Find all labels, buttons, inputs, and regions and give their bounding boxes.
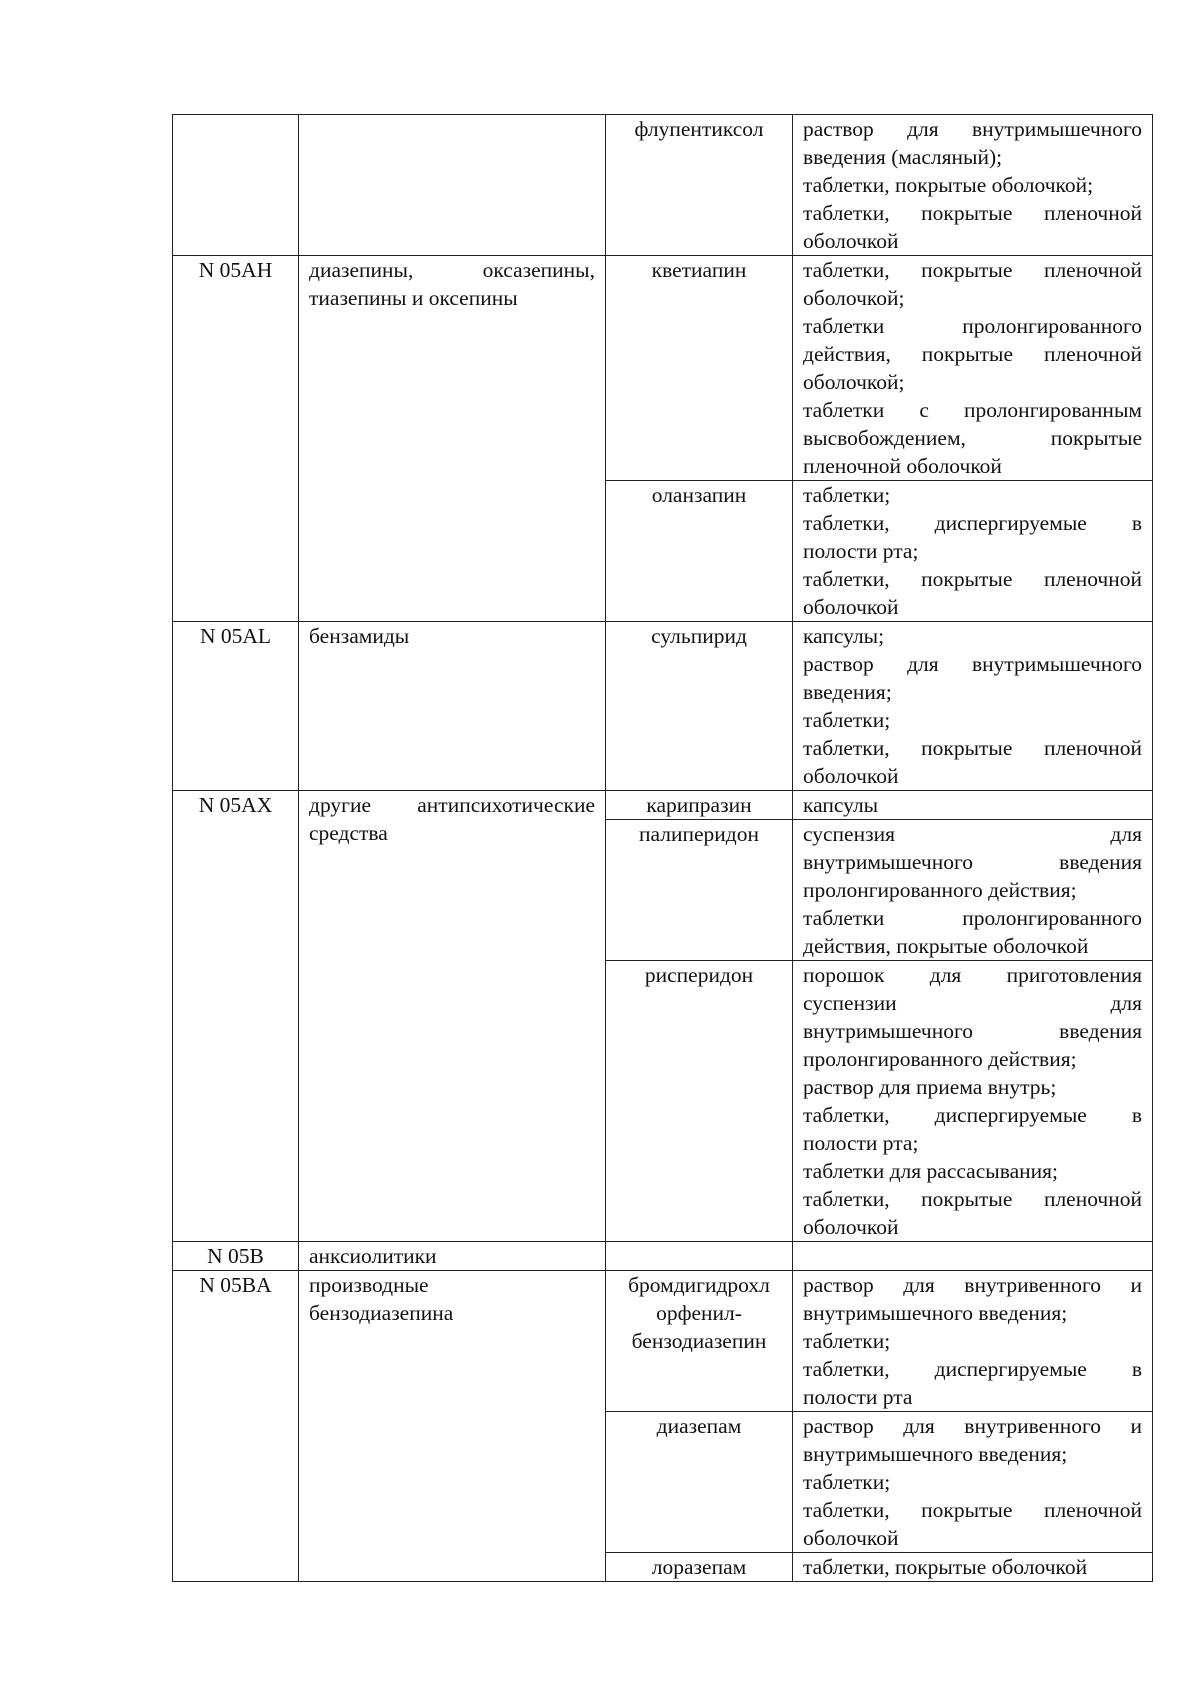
drug-name-cell (606, 961, 793, 1242)
text-line: диазепам (656, 1414, 742, 1438)
drug-name-cell (606, 622, 793, 791)
dosage-form-cell (793, 820, 1153, 961)
text-line: капсулы (803, 793, 879, 817)
text-line: бензамиды (309, 624, 410, 648)
drug-table (172, 114, 1153, 1582)
text-line: пролонгированного действия; (803, 878, 1077, 902)
text-line: введения; (803, 680, 892, 704)
dosage-form-cell (793, 1553, 1153, 1582)
drug-name-cell (606, 791, 793, 820)
text-line: полости рта; (803, 1131, 919, 1155)
text-line: таблетки с пролонгированным (803, 398, 1142, 422)
atc-code: N 05AX (198, 793, 273, 817)
text-line: пролонгированного действия; (803, 1047, 1077, 1071)
drug-name-cell (606, 1271, 793, 1412)
text-line: флупентиксол (634, 117, 764, 141)
anatomical-therapeutic-group-cell (299, 1271, 606, 1582)
dosage-form-cell (793, 1242, 1153, 1271)
text-line: таблетки для рассасывания; (803, 1159, 1058, 1183)
text-line: оболочкой; (803, 286, 905, 310)
text-line: таблетки; (803, 1329, 891, 1353)
drug-name-cell (606, 115, 793, 256)
drug-name-cell (606, 1242, 793, 1271)
text-line: бромдигидрохл (628, 1273, 770, 1297)
dosage-form-cell (793, 481, 1153, 622)
text-line: оболочкой (803, 1526, 899, 1550)
text-line: действия, покрытые оболочкой (803, 934, 1089, 958)
text-line: диазепины, оксазепины, (309, 258, 595, 282)
text-line: суспензии для (803, 991, 1142, 1015)
dosage-form-cell (793, 1412, 1153, 1553)
text-line: пленочной оболочкой (803, 454, 1002, 478)
text-line: действия, покрытые пленочной (803, 342, 1142, 366)
table-body (173, 115, 1153, 1582)
text-line: таблетки; (803, 1470, 891, 1494)
text-line: палиперидон (639, 822, 759, 846)
text-line: раствор для внутривенного и (803, 1414, 1142, 1438)
text-line: бензодиазепина (309, 1301, 454, 1325)
text-line: оболочкой (803, 764, 899, 788)
text-line: оланзапин (651, 483, 747, 507)
table-row (173, 791, 1153, 820)
text-line: таблетки, диспергируемые в (803, 511, 1142, 535)
drug-name-cell (606, 1553, 793, 1582)
text-line: таблетки пролонгированного (803, 906, 1142, 930)
anatomical-therapeutic-group-cell (299, 256, 606, 622)
text-line: полости рта; (803, 539, 919, 563)
table-row (173, 1242, 1153, 1271)
table-row (173, 256, 1153, 481)
dosage-form-cell (793, 961, 1153, 1242)
text-line: оболочкой (803, 229, 899, 253)
text-line: таблетки, покрытые оболочкой (803, 1555, 1088, 1579)
text-line: внутримышечного введения; (803, 1442, 1068, 1466)
text-line: таблетки пролонгированного (803, 314, 1142, 338)
text-line: бензодиазепин (631, 1329, 767, 1353)
text-line: сульпирид (651, 624, 747, 648)
text-line: оболочкой (803, 1215, 899, 1239)
text-line: кветиапин (651, 258, 747, 282)
dosage-form-cell (793, 256, 1153, 481)
text-line: анксиолитики (309, 1244, 437, 1268)
anatomical-therapeutic-group-cell (299, 791, 606, 1242)
text-line: таблетки, диспергируемые в (803, 1103, 1142, 1127)
dosage-form-cell (793, 622, 1153, 791)
text-line: таблетки; (803, 483, 891, 507)
text-line: введения (масляный); (803, 145, 1003, 169)
text-line: раствор для приема внутрь; (803, 1075, 1057, 1099)
anatomical-therapeutic-group-cell (299, 622, 606, 791)
text-line: высвобождением, покрытые (803, 426, 1142, 450)
atc-code-cell (173, 1271, 299, 1582)
text-line: полости рта (803, 1385, 913, 1409)
drug-name-cell (606, 1412, 793, 1553)
text-line: капсулы; (803, 624, 885, 648)
text-line: раствор для внутримышечного (803, 652, 1142, 676)
dosage-form-cell (793, 115, 1153, 256)
atc-code-cell (173, 256, 299, 622)
text-line: внутримышечного введения (803, 1019, 1142, 1043)
drug-name-cell (606, 256, 793, 481)
text-line: оболочкой; (803, 370, 905, 394)
text-line: суспензия для (803, 822, 1142, 846)
drug-name-cell (606, 481, 793, 622)
text-line: рисперидон (644, 963, 754, 987)
text-line: таблетки, покрытые пленочной (803, 567, 1142, 591)
text-line: средства (309, 821, 388, 845)
text-line: внутримышечного введения; (803, 1301, 1068, 1325)
dosage-form-cell (793, 791, 1153, 820)
atc-code: N 05B (207, 1244, 264, 1268)
text-line: раствор для внутримышечного (803, 117, 1142, 141)
text-line: оболочкой (803, 595, 899, 619)
atc-code: N 05AL (199, 624, 272, 648)
table-row (173, 622, 1153, 791)
text-line: порошок для приготовления (803, 963, 1142, 987)
anatomical-therapeutic-group-cell (299, 1242, 606, 1271)
atc-code: N 05AH (198, 258, 273, 282)
dosage-form-cell (793, 1271, 1153, 1412)
text-line: таблетки, покрытые пленочной (803, 258, 1142, 282)
text-line: таблетки, покрытые оболочкой; (803, 173, 1094, 197)
atc-code-cell (173, 622, 299, 791)
text-line: таблетки; (803, 708, 891, 732)
anatomical-therapeutic-group-cell (299, 115, 606, 256)
text-line: таблетки, покрытые пленочной (803, 201, 1142, 225)
text-line: внутримышечного введения (803, 850, 1142, 874)
text-line: карипразин (646, 793, 752, 817)
text-line: таблетки, покрытые пленочной (803, 1498, 1142, 1522)
text-line: тиазепины и оксепины (309, 286, 518, 310)
atc-code-cell (173, 791, 299, 1242)
atc-code-cell (173, 115, 299, 256)
document-page (172, 114, 1152, 1582)
drug-name-cell (606, 820, 793, 961)
table-row (173, 115, 1153, 256)
atc-code-cell (173, 1242, 299, 1271)
table-row (173, 1271, 1153, 1412)
text-line: лоразепам (651, 1555, 747, 1579)
atc-code: N 05BA (199, 1273, 272, 1297)
text-line: другие антипсихотические (309, 793, 595, 817)
text-line: таблетки, покрытые пленочной (803, 1187, 1142, 1211)
text-line: орфенил- (656, 1301, 742, 1325)
text-line: таблетки, диспергируемые в (803, 1357, 1142, 1381)
text-line: раствор для внутривенного и (803, 1273, 1142, 1297)
text-line: таблетки, покрытые пленочной (803, 736, 1142, 760)
text-line: производные (309, 1273, 429, 1297)
